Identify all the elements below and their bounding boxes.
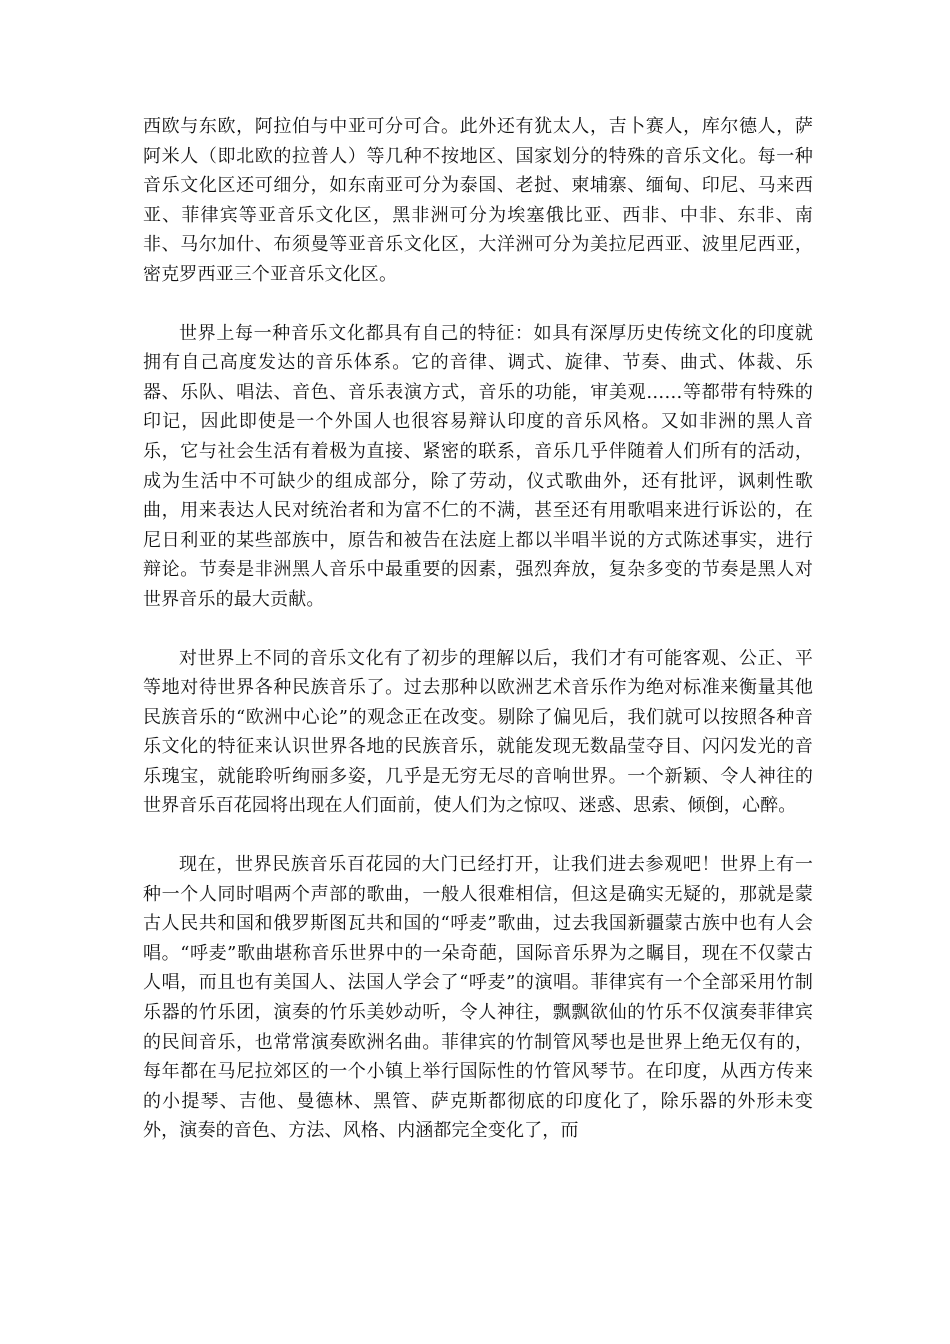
paragraph-music-features: 世界上每一种音乐文化都具有自己的特征：如具有深厚历史传统文化的印度就拥有自己高度发达的音乐体系。它的音律、调式、旋律、节奏、曲式、体裁、乐器、乐队、唱法、音色、音乐表演方式，音乐的功能，审美观……等都带有特殊的印记，因此即使是一个外国人也很容易辩认印度的音乐风格。又如非洲的黑人音乐，它与社会生活有着极为直接、紧密的联系，音乐几乎伴随着人们所有的活动，成为生活中不可缺少的组成部分，除了劳动，仪式歌曲外，还有批评，讽刺性歌曲，用来表达人民对统治者和为富不仁的不满，甚至还有用歌唱来进行诉讼的，在尼日利亚的某些部族中，原告和被告在法庭上都以半唱半说的方式陈述事实，进行辩论。节奏是非洲黑人音乐中最重要的因素，强烈奔放，复杂多变的节奏是黑人对世界音乐的最大贡献。 xyxy=(143,322,813,610)
paragraph-continuation: 西欧与东欧，阿拉伯与中亚可分可合。此外还有犹太人，吉卜赛人，库尔德人，萨阿米人（即北欧的拉普人）等几种不按地区、国家划分的特殊的音乐文化。每一种音乐文化区还可细分，如东南亚可分为泰国、老挝、柬埔寨、缅甸、印尼、马来西亚、菲律宾等亚音乐文化区，黑非洲可分为埃塞俄比亚、西非、中非、东非、南非、马尔加什、布须曼等亚音乐文化区，大洋洲可分为美拉尼西亚、波里尼西亚，密克罗西亚三个亚音乐文化区。 xyxy=(143,116,813,285)
document-page xyxy=(143,112,813,1175)
paragraph-understanding: 对世界上不同的音乐文化有了初步的理解以后，我们才有可能客观、公正、平等地对待世界各种民族音乐了。过去那种以欧洲艺术音乐作为绝对标准来衡量其他民族音乐的“欧洲中心论”的观念正在改变。剔除了偏见后，我们就可以按照各种音乐文化的特征来认识世界各地的民族音乐，就能发现无数晶莹夺目、闪闪发光的音乐瑰宝，就能聆听绚丽多姿，几乎是无穷无尽的音响世界。一个新颖、令人神往的世界音乐百花园将出现在人们面前，使人们为之惊叹、迷惑、思索、倾倒，心醉。 xyxy=(143,647,813,817)
paragraph-garden-tour: 现在，世界民族音乐百花园的大门已经打开，让我们进去参观吧！世界上有一种一个人同时唱两个声部的歌曲，一般人很难相信，但这是确实无疑的，那就是蒙古人民共和国和俄罗斯图瓦共和国的“呼麦”歌曲，过去我国新疆蒙古族中也有人会唱。“呼麦”歌曲堪称音乐世界中的一朵奇葩，国际音乐界为之瞩目，现在不仅蒙古人唱，而且也有美国人、法国人学会了“呼麦”的演唱。菲律宾有一个全部采用竹制乐器的竹乐团，演奏的竹乐美妙动听，令人神往，飘飘欲仙的竹乐不仅演奏菲律宾的民间音乐，也常常演奏欧洲名曲。菲律宾的竹制管风琴也是世界上绝无仅有的，每年都在马尼拉郊区的一个小镇上举行国际性的竹管风琴节。在印度，从西方传来的小提琴、吉他、曼德林、黑管、萨克斯都彻底的印度化了，除乐器的外形未变外，演奏的音色、方法、风格、内涵都完全变化了，而 xyxy=(143,854,813,1142)
